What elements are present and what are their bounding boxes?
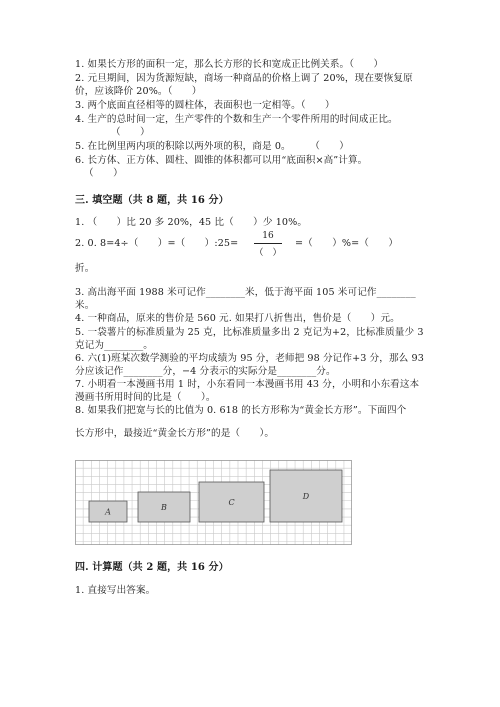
calc-q1: 1. 直接写出答案。: [75, 585, 156, 596]
judgement-q1: 1. 如果长方形的面积一定，那么长方形的长和宽成正比例关系。（ ）: [75, 59, 384, 70]
fill-q1: 1. （ ）比 20 多 20%，45 比（ ）少 10%。: [75, 217, 308, 228]
fill-q5-cont: 克记为________。: [75, 340, 153, 351]
fraction-bar: [254, 243, 282, 244]
rectangle-label-c: C: [228, 498, 235, 507]
rectangles-group: [89, 470, 342, 522]
section-title-fill: 三. 填空题（共 8 题，共 16 分）: [75, 195, 229, 206]
fill-q7-cont: 漫画书所用时间的比是（ ）。: [75, 392, 216, 403]
judgement-q3: 3. 两个底面直径相等的圆柱体，表面积也一定相等。（ ）: [75, 100, 335, 111]
judgement-q2-cont: 价，应该降价 20%。（ ）: [75, 86, 202, 97]
judgement-q5: 5. 在比例里两内项的积除以两外项的积，商是 0。 （ ）: [75, 141, 349, 152]
golden-rectangle-grid-figure: [75, 460, 352, 545]
fill-q2-end: 折。: [75, 263, 95, 274]
fill-q2-right: =（ ）%=（ ）: [295, 238, 399, 249]
fill-q3-cont: 米。: [75, 300, 95, 311]
fraction-numerator: 16: [262, 231, 274, 241]
fill-q6: 6. 六(1)班某次数学测验的平均成绩为 95 分，老师把 98 分记作+3 分，那么 93: [75, 353, 424, 364]
fill-q8-cont: 长方形中，最接近“黄金长方形”的是（ ）。: [75, 428, 275, 439]
judgement-q4-cont: （ ）: [111, 127, 150, 138]
rectangle-label-b: B: [161, 503, 167, 512]
fill-q4: 4. 一种商品，原来的售价是 560 元. 如果打八折售出，售价是（ ）元。: [75, 313, 400, 324]
fill-q7: 7. 小明看一本漫画书用 1 时，小东看同一本漫画书用 43 分，小明和小东看这本: [75, 379, 420, 390]
judgement-q4: 4. 生产的总时间一定，生产零件的个数和生产一个零件所用的时间成正比。: [75, 114, 398, 125]
judgement-q6: 6. 长方体、正方体、圆柱、圆锥的体积都可以用“底面积×高”计算。: [75, 155, 368, 166]
fill-q3: 3. 高出海平面 1988 米可记作________米，低于海平面 105 米可记作________: [75, 287, 416, 298]
fill-q8: 8. 如果我们把宽与长的比值为 0. 618 的长方形称为“黄金长方形”。下面四个: [75, 405, 407, 416]
fill-q2: 2. 0. 8=4÷（ ）=（ ）:25=: [75, 238, 239, 249]
rectangle-label-a: A: [105, 507, 111, 517]
section-title-calc: 四. 计算题（共 2 题，共 16 分）: [75, 562, 229, 573]
rectangle-label-d: D: [302, 492, 310, 501]
judgement-q2: 2. 元旦期间，因为货源短缺，商场一种商品的价格上调了 20%，现在要恢复原: [75, 73, 413, 84]
judgement-q6-cont: （ ）: [84, 168, 123, 179]
fill-q5: 5. 一袋薯片的标准质量为 25 克，比标准质量多出 2 克记为+2，比标准质量少 3: [75, 327, 424, 338]
fill-q6-cont: 分应该记作________分，−4 分表示的实际分是________分。: [75, 366, 336, 377]
fraction-denominator: （ ）: [254, 248, 282, 258]
